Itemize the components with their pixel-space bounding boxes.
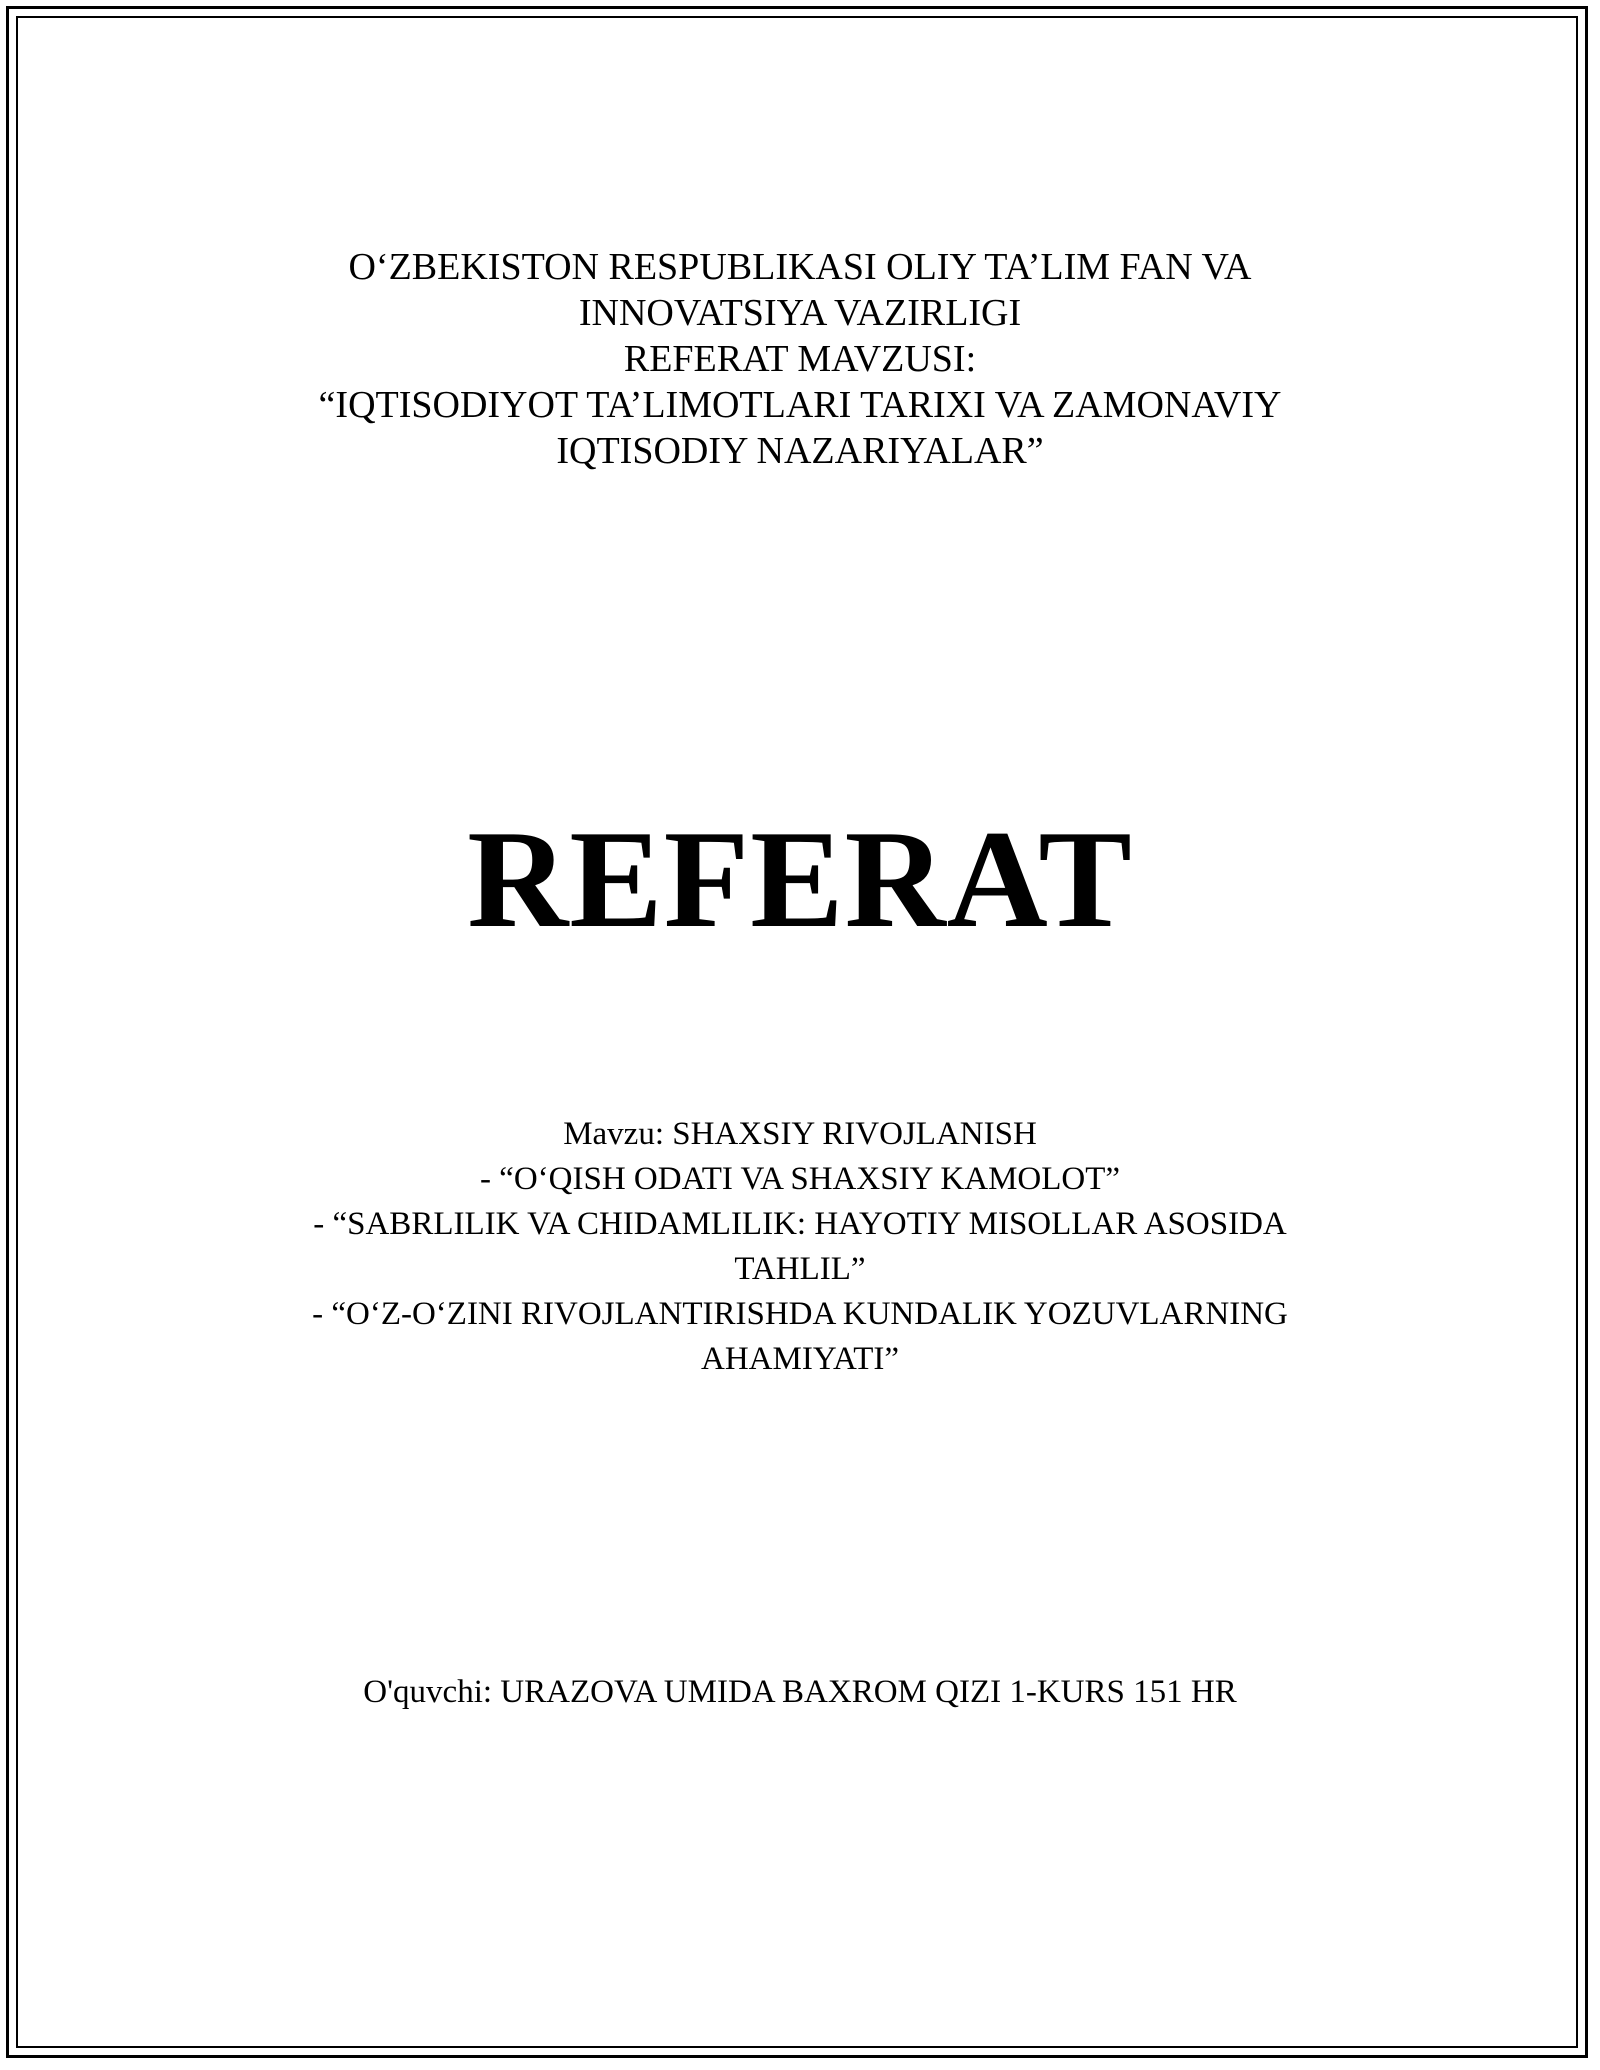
topic-line: TAHLIL” bbox=[734, 1251, 866, 1287]
topic-line: Mavzu: SHAXSIY RIVOJLANISH bbox=[563, 1116, 1037, 1152]
header-line: O‘ZBEKISTON RESPUBLIKASI OLIY TA’LIM FAN VA bbox=[348, 246, 1252, 288]
header-line: “IQTISODIYOT TA’LIMOTLARI TARIXI VA ZAMONAVIY bbox=[318, 384, 1282, 426]
topic-line: - “O‘QISH ODATI VA SHAXSIY KAMOLOT” bbox=[479, 1161, 1121, 1197]
student-info: O'quvchi: URAZOVA UMIDA BAXROM QIZI 1-KURS 151 HR bbox=[363, 1674, 1237, 1710]
document-title-block bbox=[0, 800, 1600, 960]
header-line: REFERAT MAVZUSI: bbox=[623, 338, 977, 380]
topic-line: AHAMIYATI” bbox=[701, 1341, 899, 1377]
document-title: REFERAT bbox=[467, 802, 1133, 957]
header-line: INNOVATSIYA VAZIRLIGI bbox=[578, 292, 1022, 334]
topic-line: - “SABRLILIK VA CHIDAMLILIK: HAYOTIY MISOLLAR ASOSIDA bbox=[313, 1206, 1287, 1242]
ministry-header bbox=[0, 244, 1600, 474]
topic-line: - “O‘Z-O‘ZINI RIVOJLANTIRISHDA KUNDALIK YOZUVLARNING bbox=[312, 1296, 1288, 1332]
topics-block bbox=[0, 1112, 1600, 1382]
header-line: IQTISODIY NAZARIYALAR” bbox=[556, 430, 1044, 472]
student-block bbox=[0, 1670, 1600, 1715]
